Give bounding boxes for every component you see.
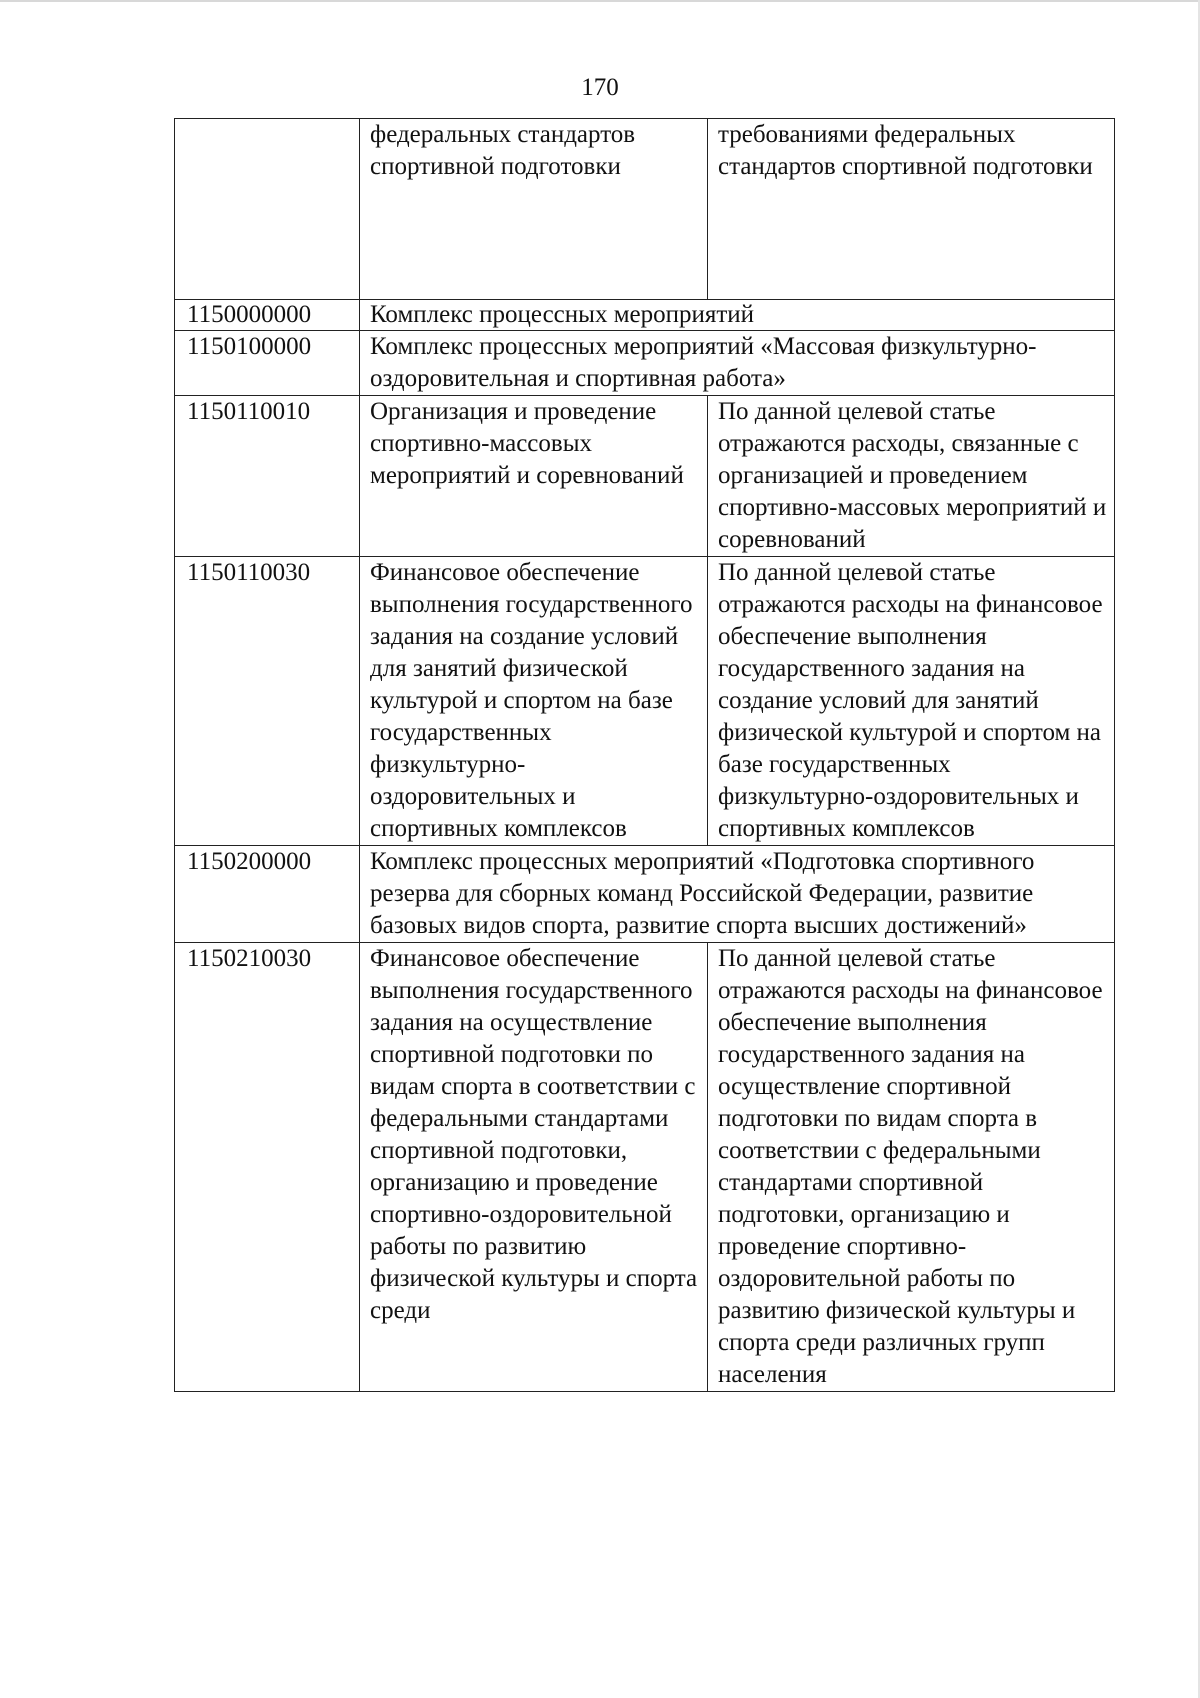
table-row <box>175 557 1115 846</box>
table-row <box>175 943 1115 1392</box>
row-description: По данной целевой статье отражаются расходы на финансовое обеспечение выполнения государственного задания на создание условий для занятий физической культурой и спортом на базе государственных физкультурно-оздоровительных и спортивных комплексов <box>708 557 1115 846</box>
row-name: Финансовое обеспечение выполнения государственного задания на создание условий для занятий физической культурой и спортом на базе государственных физкультурно-оздоровительных и спортивных комплексов <box>360 557 708 846</box>
row-title: Комплекс процессных мероприятий <box>360 300 1115 331</box>
row-description: По данной целевой статье отражаются расходы на финансовое обеспечение выполнения государственного задания на осуществление спортивной подготовки по видам спорта в соответствии с федеральными стандартами спортивной подготовки, организацию и проведение спортивно-оздоровительной работы по развитию физической культуры и спорта среди различных групп населения <box>708 943 1115 1392</box>
row-code: 1150000000 <box>175 300 360 331</box>
row-title: Комплекс процессных мероприятий «Массовая физкультурно-оздоровительная и спортивная работа» <box>360 331 1115 396</box>
row-code: 1150110030 <box>175 557 360 846</box>
scan-edge-top <box>0 0 1200 2</box>
row-code: 1150210030 <box>175 943 360 1392</box>
table-row <box>175 846 1115 943</box>
row-name: Финансовое обеспечение выполнения государственного задания на осуществление спортивной подготовки по видам спорта в соответствии с федеральными стандартами спортивной подготовки, организацию и проведение спортивно-оздоровительной работы по развитию физической культуры и спорта среди <box>360 943 708 1392</box>
table-row <box>175 331 1115 396</box>
row-name: федеральных стандартов спортивной подготовки <box>360 119 708 300</box>
row-description: По данной целевой статье отражаются расходы, связанные с организацией и проведением спортивно-массовых мероприятий и соревнований <box>708 396 1115 557</box>
row-title: Комплекс процессных мероприятий «Подготовка спортивного резерва для сборных команд Российской Федерации, развитие базовых видов спорта, развитие спорта высших достижений» <box>360 846 1115 943</box>
page-number: 170 <box>581 74 619 101</box>
row-name: Организация и проведение спортивно-массовых мероприятий и соревнований <box>360 396 708 557</box>
row-code: 1150100000 <box>175 331 360 396</box>
budget-classification-table <box>174 118 1115 1392</box>
row-description: требованиями федеральных стандартов спортивной подготовки <box>708 119 1115 300</box>
table-row <box>175 396 1115 557</box>
row-code: 1150110010 <box>175 396 360 557</box>
row-code <box>175 119 360 300</box>
table-row <box>175 300 1115 331</box>
table-row <box>175 119 1115 300</box>
row-code: 1150200000 <box>175 846 360 943</box>
